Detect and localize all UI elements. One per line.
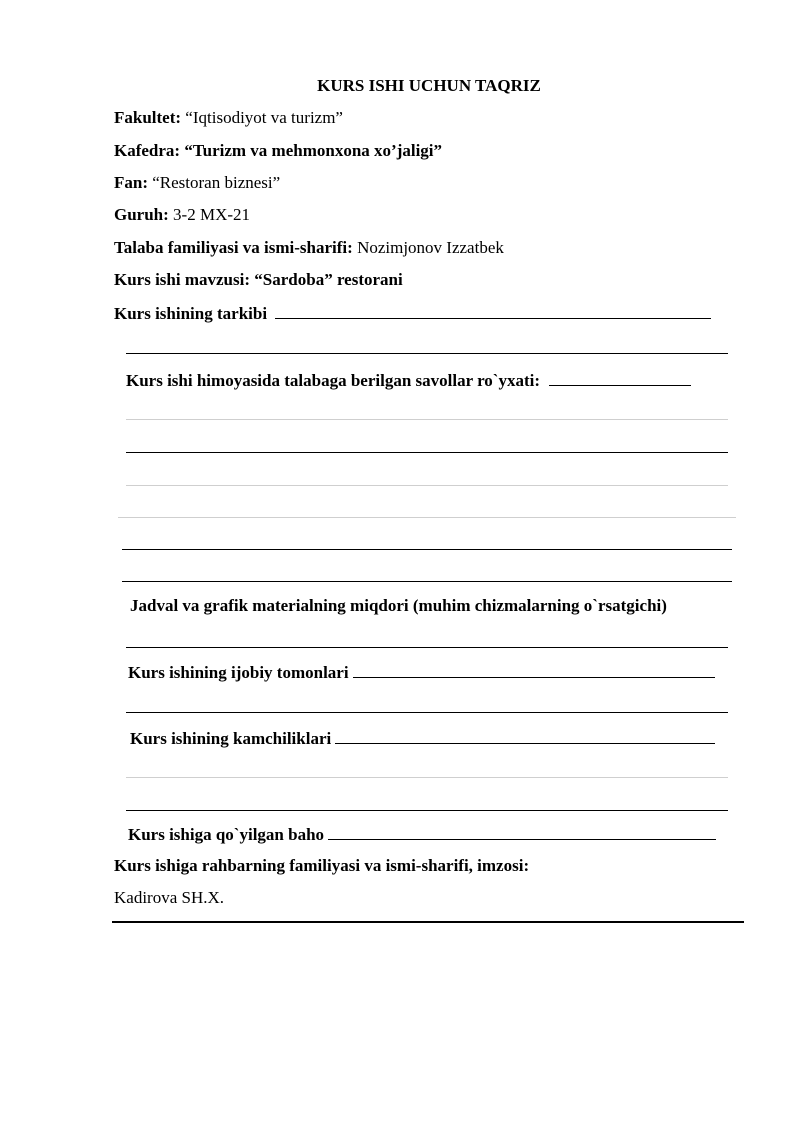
- tarkib-label: Kurs ishining tarkibi: [114, 304, 268, 323]
- savollar-line-3: [126, 485, 728, 486]
- savollar-line-2: [126, 452, 728, 453]
- bottom-rule: [112, 921, 744, 923]
- guruh-value: 3-2 MX-21: [173, 205, 251, 224]
- page-title: KURS ISHI UCHUN TAQRIZ: [317, 76, 541, 95]
- talaba-label: Talaba familiyasi va ismi-sharifi:: [114, 238, 353, 257]
- savollar-row: [126, 369, 691, 391]
- kafedra-label: Kafedra:: [114, 141, 181, 160]
- talaba-row: [114, 238, 504, 258]
- baho-label: Kurs ishiga qo`yilgan baho: [128, 825, 325, 844]
- savollar-line-6: [122, 581, 732, 582]
- kafedra-row: [114, 141, 442, 161]
- ijobiy-blank-line: [353, 661, 715, 678]
- savollar-blank-line: [549, 369, 691, 386]
- jadval-label: Jadval va grafik materialning miqdori (muhim chizmalarning o`rsatgichi): [130, 596, 667, 615]
- fakultet-value: “Iqtisodiyot va turizm”: [185, 108, 343, 127]
- tarkib-blank-line: [275, 302, 711, 319]
- ijobiy-label: Kurs ishining ijobiy tomonlari: [128, 663, 349, 682]
- mavzu-value: “Sardoba” restorani: [254, 270, 403, 289]
- jadval-row: [130, 596, 667, 616]
- kamchilik-row: [130, 727, 715, 749]
- guruh-row: [114, 205, 250, 225]
- fakultet-label: Fakultet:: [114, 108, 182, 127]
- savollar-label: Kurs ishi himoyasida talabaga berilgan savollar ro`yxati:: [126, 371, 541, 390]
- fan-row: [114, 173, 280, 193]
- ijobiy-row: [128, 661, 715, 683]
- fan-label: Fan:: [114, 173, 148, 192]
- savollar-line-5: [122, 549, 732, 550]
- talaba-value: Nozimjonov Izzatbek: [357, 238, 504, 257]
- baho-row: [128, 823, 716, 845]
- kafedra-value: “Turizm va mehmonxona xo’jaligi”: [184, 141, 443, 160]
- fan-value: “Restoran biznesi”: [152, 173, 281, 192]
- kamchilik-label: Kurs ishining kamchiliklari: [130, 729, 332, 748]
- fakultet-row: [114, 108, 343, 128]
- guruh-label: Guruh:: [114, 205, 169, 224]
- mavzu-row: [114, 270, 403, 290]
- tarkib-line-2: [126, 353, 728, 354]
- tarkib-row: [114, 302, 711, 324]
- kamchilik-line-2: [126, 777, 728, 778]
- ijobiy-line-2: [126, 712, 728, 713]
- mavzu-label: Kurs ishi mavzusi:: [114, 270, 251, 289]
- baho-blank-line: [328, 823, 716, 840]
- rahbar-row: [114, 856, 529, 876]
- savollar-line-1: [126, 419, 728, 420]
- kamchilik-line-3: [126, 810, 728, 811]
- kamchilik-blank-line: [335, 727, 715, 744]
- rahbar-name: Kadirova SH.X.: [114, 888, 225, 907]
- savollar-line-4: [118, 517, 736, 518]
- jadval-line: [126, 647, 728, 648]
- rahbar-label: Kurs ishiga rahbarning familiyasi va ismi-sharifi, imzosi:: [114, 856, 530, 875]
